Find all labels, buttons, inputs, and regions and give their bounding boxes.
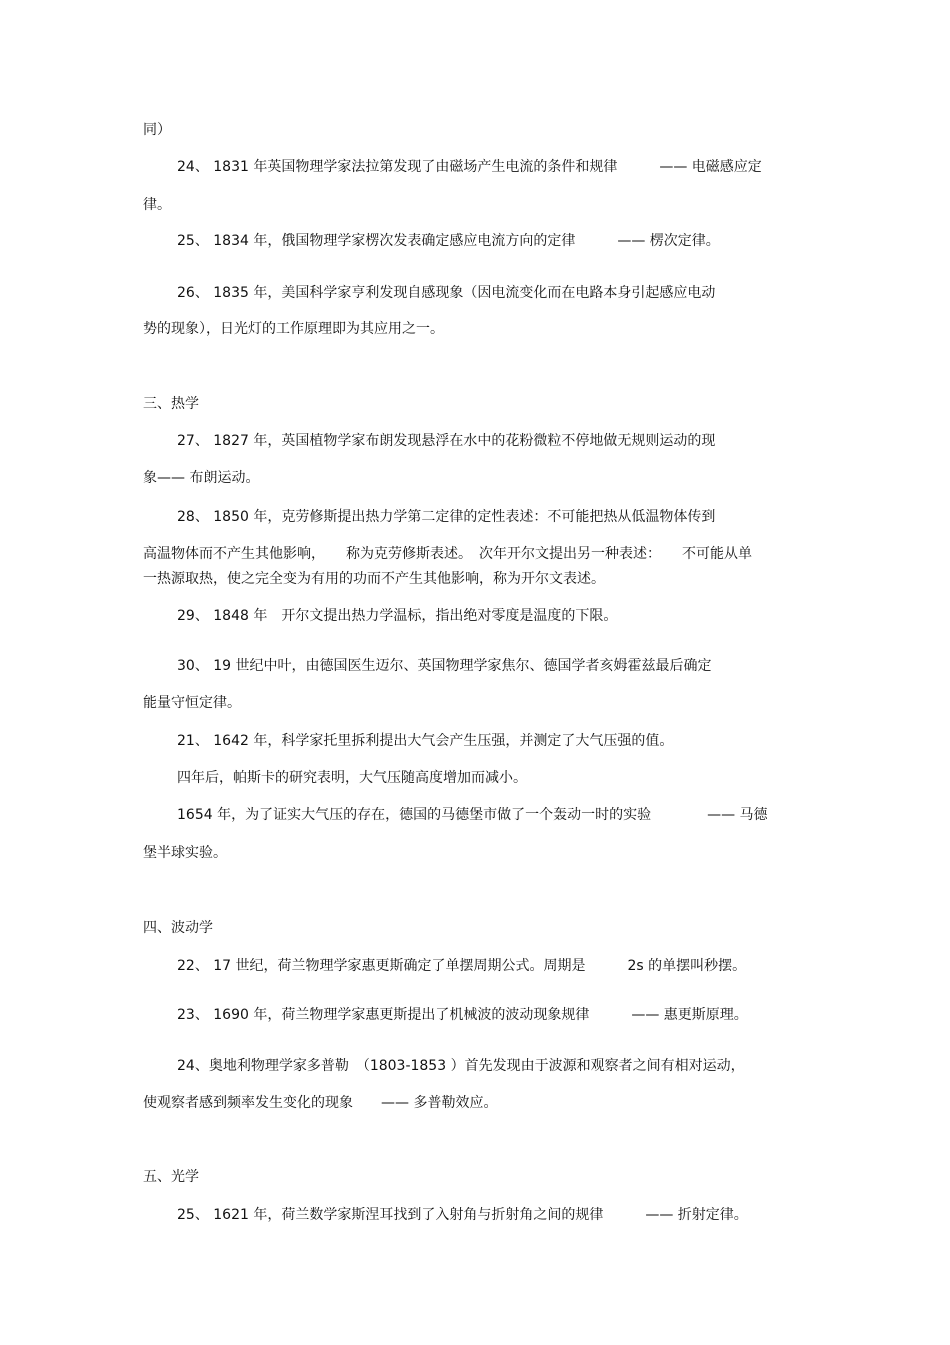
- text-line: 势的现象），日光灯的工作原理即为其应用之一。: [143, 321, 444, 337]
- text-line: 22、 17 世纪，荷兰物理学家惠更斯确定了单摆周期公式。周期是 2s 的单摆叫秒摆。: [177, 958, 747, 974]
- text-line: 21、 1642 年，科学家托里拆利提出大气会产生压强，并测定了大气压强的值。: [177, 733, 674, 749]
- text-line: 26、 1835 年，美国科学家亨利发现自感现象（因电流变化而在电路本身引起感应电动: [177, 285, 716, 301]
- text-line: 象—— 布朗运动。: [143, 470, 260, 486]
- text-line: 25、 1834 年，俄国物理学家楞次发表确定感应电流方向的定律 —— 楞次定律。: [177, 233, 720, 249]
- text-line: 使观察者感到频率发生变化的现象 —— 多普勒效应。: [143, 1095, 498, 1111]
- text-line: 29、 1848 年 开尔文提出热力学温标，指出绝对零度是温度的下限。: [177, 608, 618, 624]
- text-line: 同）: [143, 122, 171, 138]
- text-line: 28、 1850 年，克劳修斯提出热力学第二定律的定性表述：不可能把热从低温物体传到: [177, 509, 716, 525]
- section-heading: 五、光学: [143, 1169, 199, 1185]
- text-line: 23、 1690 年，荷兰物理学家惠更斯提出了机械波的波动现象规律 —— 惠更斯原理。: [177, 1007, 748, 1023]
- section-heading: 四、波动学: [143, 920, 213, 936]
- text-line: 律。: [143, 197, 171, 213]
- text-line: 一热源取热，使之完全变为有用的功而不产生其他影响，称为开尔文表述。: [143, 571, 605, 587]
- text-line: 堡半球实验。: [143, 845, 227, 861]
- text-line: 能量守恒定律。: [143, 695, 241, 711]
- section-heading: 三、热学: [143, 396, 199, 412]
- text-line: 四年后，帕斯卡的研究表明，大气压随高度增加而减小。: [177, 770, 527, 786]
- text-line: 24、奥地利物理学家多普勒 （1803-1853 ）首先发现由于波源和观察者之间有相对运动，: [177, 1058, 745, 1074]
- text-line: 27、 1827 年，英国植物学家布朗发现悬浮在水中的花粉微粒不停地做无规则运动的现: [177, 433, 716, 449]
- text-line: 1654 年，为了证实大气压的存在，德国的马德堡市做了一个轰动一时的实验 —— 马德: [177, 807, 768, 823]
- text-line: 24、 1831 年英国物理学家法拉第发现了由磁场产生电流的条件和规律 —— 电磁感应定: [177, 159, 762, 175]
- text-line: 高温物体而不产生其他影响， 称为克劳修斯表述。 次年开尔文提出另一种表述： 不可能从单: [143, 546, 752, 562]
- text-line: 30、 19 世纪中叶，由德国医生迈尔、英国物理学家焦尔、德国学者亥姆霍兹最后确定: [177, 658, 712, 674]
- text-line: 25、 1621 年，荷兰数学家斯涅耳找到了入射角与折射角之间的规律 —— 折射定律。: [177, 1207, 748, 1223]
